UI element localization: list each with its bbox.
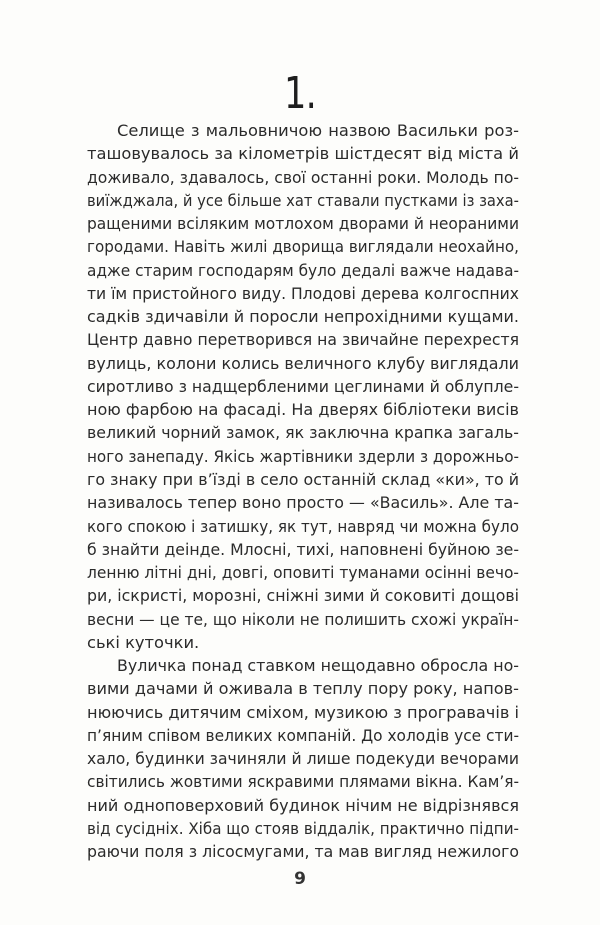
text-line: виїжджала, й усе більше хат ставали пустками із заха-	[87, 190, 519, 210]
text-line: Вуличка понад ставком нещодавно обросла но-	[117, 656, 519, 676]
text-line: Селище з мальовничою назвою Васильки роз-	[117, 121, 519, 140]
text-line: городами. Навіть жилі дворища виглядали неохайно,	[87, 237, 519, 257]
text-line: Центр давно перетворився на звичайне перехрестя	[87, 330, 519, 350]
page-number: 9	[294, 869, 306, 889]
text-line: ний одноповерховий будинок нічим не відрізнявся	[87, 795, 519, 815]
text-line: називалось тепер воно просто — «Василь». Але та-	[87, 493, 519, 513]
text-line: ські куточки.	[87, 632, 200, 652]
chapter-number: 1.	[284, 68, 316, 119]
text-line: вими дачами й оживала в теплу пору року, напов-	[87, 679, 519, 699]
text-line: ного занепаду. Якісь жартівники здерли з дорожньо-	[87, 446, 519, 466]
text-line: хало, будинки зачиняли й лише подекуди вечорами	[87, 749, 519, 769]
text-line: нюючись дитячим сміхом, музикою з програвачів і	[87, 702, 519, 722]
text-line: садків здичавіли й поросли непрохідними кущами.	[87, 307, 519, 327]
text-line: адже старим господарям було дедалі важче надава-	[87, 260, 519, 280]
paragraph-2	[87, 654, 519, 863]
text-line: від сусідніх. Хіба що стояв віддалік, практично підпи-	[87, 818, 519, 838]
text-line: доживало, здавалось, свої останні роки. Молодь по-	[87, 167, 519, 187]
text-line: б знайти деінде. Млосні, тихі, наповнені буйною зе-	[87, 539, 519, 559]
text-line: великий чорний замок, як заключна крапка загаль-	[87, 423, 519, 443]
text-line: світились жовтими яскравими плямами вікна. Кам’я-	[87, 772, 519, 792]
text-line: весни — це те, що ніколи не полишить схожі україн-	[87, 609, 519, 629]
text-line: ти їм пристойного виду. Плодові дерева колгоспних	[87, 283, 519, 303]
text-line: п’яним співом великих компаній. До холодів усе сти-	[87, 725, 519, 745]
body-text	[87, 119, 519, 864]
text-line: ращеними всіляким мотлохом дворами й неораними	[87, 214, 519, 234]
text-line: ташовувалось за кілометрів шістдесят від міста й	[87, 144, 519, 164]
text-line: кого спокою і затишку, як тут, навряд чи можна було	[87, 516, 519, 536]
text-line: ленню літні дні, довгі, оповиті туманами осінні вечо-	[87, 563, 519, 583]
text-line: раючи поля з лісосмугами, та мав вигляд нежилого	[87, 842, 519, 862]
text-line: ною фарбою на фасаді. На дверях бібліотеки висів	[87, 400, 519, 420]
text-line: сиротливо з надщербленими цеглинами й облупле-	[87, 376, 519, 396]
text-line: го знаку при в’їзді в село останній склад «ки», то й	[87, 469, 519, 489]
text-line: вулиць, колони колись величного клубу виглядали	[87, 353, 519, 373]
paragraph-1	[87, 119, 519, 654]
text-line: ри, іскристі, морозні, сніжні зими й соковиті дощові	[87, 586, 519, 606]
